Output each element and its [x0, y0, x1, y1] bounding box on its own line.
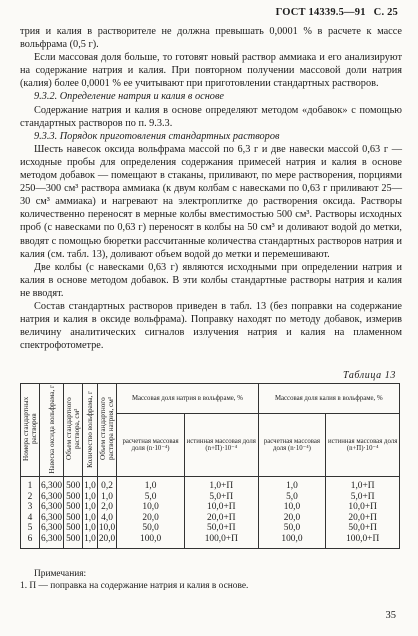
table-cell: 500: [64, 523, 83, 534]
table-cell: 10,0: [98, 523, 116, 534]
table-cell: 500: [64, 534, 83, 548]
table-cell: 20,0: [117, 513, 185, 524]
table-cell: 5,0: [258, 492, 326, 503]
table-cell: 6,300: [40, 477, 64, 492]
section-heading: 9.3.3. Порядок приготовления стандартных растворов: [34, 130, 280, 142]
table-cell: 500: [64, 502, 83, 513]
page-header: [268, 7, 398, 18]
table-cell: 1,0: [84, 491, 96, 502]
body-text: [20, 25, 402, 352]
paragraph: Шесть навесок оксида вольфрама массой по 6,3 г и две навески массой 0,63 г — исходные пробы для определения содержания примесей натрия и калия в основе методом добавок — помещают в стаканы, приливают, по мере растворения, порциями 250—300 см³ раствора аммиака (к двум колбам с навесками по 0,63 г приливают 25—30 см³ аммиака) и нагревают на электроплитке до растворения оксида. Растворы количественно переносят в мерные колбы вместимостью 500 см³. Растворы исходных проб (с навесками по 0,63 г) переносят в колбы на 50 см³ и доливают водой до метки, вводят с помощью бюретки рассчитанные количества стандартных растворов натрия и калия (см. табл. 13), доливают объем водой до метки и перемешивают.: [20, 143, 402, 260]
standard-code: ГОСТ 14339.5—91: [275, 7, 366, 18]
table-cell: 50,0+П: [326, 523, 400, 534]
table-cell: 10,0+П: [184, 502, 258, 513]
table-cell: 20,0+П: [184, 513, 258, 524]
table-cell: 100,0: [258, 534, 326, 548]
page-ref: С. 25: [373, 7, 398, 18]
table-cell: 1,0: [97, 492, 116, 503]
table-cell: 1,0: [84, 512, 96, 523]
table-cell: 6,300: [41, 512, 63, 523]
subheader-k-calc: расчетная массовая доля (n·10⁻⁴): [258, 414, 326, 477]
table-cell: 1,0+П: [184, 477, 258, 492]
paragraph: Состав стандартных растворов приведен в табл. 13 (без поправки на содержание натрия и калия в оксиде вольфрама). Поправку находят по методу добавок, измерив величину аналитических сигналов излучения натрия и калия на пламенном спектрофотометре.: [20, 300, 402, 352]
table-cell: 10,0: [117, 502, 185, 513]
table-cell: 50,0: [258, 523, 326, 534]
col-header-number: Номера стандартных растворов: [21, 384, 40, 477]
table-caption: Таблица 13: [343, 370, 396, 381]
table-cell: 1,0: [117, 477, 185, 492]
table-cell: 5,0: [117, 492, 185, 503]
paragraph: Если массовая доля больше, то готовят новый раствор аммиака и его анализируют на содержание натрия и калия. При повторном получении массовой доли натрия (калия) более 0,0001 % ее учитывают при приготовлении стандартных растворов.: [20, 52, 402, 90]
table-cell: 20,0+П: [326, 513, 400, 524]
table-cell: 6: [21, 534, 40, 548]
notes: [20, 568, 400, 592]
table-cell: 6,300: [41, 491, 63, 502]
table-cell: 6,300: [41, 523, 63, 534]
table-cell: 500: [64, 492, 83, 503]
table-cell: 1: [21, 477, 40, 492]
col-group-sodium: Массовая доля натрия в вольфраме, %: [117, 384, 258, 414]
table-cell: 10,0: [258, 502, 326, 513]
table-cell: 1,0: [258, 477, 326, 492]
section-heading: 9.3.2. Определение натрия и калия в основе: [34, 91, 224, 103]
table-cell: 0,2: [97, 477, 116, 492]
page-number: 35: [385, 610, 396, 621]
table-row: [21, 492, 400, 503]
subheader-k-true: истинная массовая доля (n+П)·10⁻⁴: [326, 414, 400, 477]
table-cell: 6,300: [40, 534, 64, 548]
table-cell: 20,0: [97, 534, 116, 548]
col-header-tungsten: Количество вольфрама, г: [83, 384, 98, 477]
paragraph: Две колбы (с навесками 0,63 г) являются исходными при определении натрия и калия в основе методом добавок. В эти колбы стандартные растворы натрия и калия не вводят.: [20, 261, 402, 299]
table-cell: 5,0+П: [184, 492, 258, 503]
table-row: [21, 513, 400, 524]
table-cell: 50,0: [117, 523, 185, 534]
table-row: [21, 534, 400, 548]
table-cell: 500: [64, 513, 83, 524]
col-header-volume: Объем стандартного раствора, см³: [64, 384, 83, 477]
table-cell: 1,0: [84, 502, 96, 513]
subheader-na-true: истинная массовая доля (n+П)·10⁻⁴: [184, 414, 258, 477]
paragraph: Содержание натрия и калия в основе определяют методом «добавок» с помощью стандартных растворов по п. 9.3.3.: [20, 104, 402, 129]
table-cell: 3: [21, 502, 40, 513]
col-group-potassium: Массовая доля калия в вольфраме, %: [258, 384, 399, 414]
table-cell: 100,0+П: [326, 534, 400, 548]
col-header-na-volume: Объем стандартного раствора натрия, см³: [97, 384, 116, 477]
subheader-na-calc: расчетная массовая доля (n·10⁻⁴): [117, 414, 185, 477]
table-cell: 1,0+П: [326, 477, 400, 492]
table-cell: 10,0+П: [326, 502, 400, 513]
table-cell: 1,0: [83, 477, 98, 492]
table-row: [21, 502, 400, 513]
table-cell: 6,300: [41, 502, 63, 513]
table-cell: 50,0+П: [184, 523, 258, 534]
table-cell: 5: [21, 523, 40, 534]
table-cell: 2: [21, 492, 40, 503]
table-cell: 4: [21, 513, 40, 524]
table-cell: 20,0: [258, 513, 326, 524]
table-cell: 4,0: [97, 513, 116, 524]
table-row: [21, 477, 400, 492]
table-cell: 1,0: [83, 534, 98, 548]
table-cell: 100,0: [117, 534, 185, 548]
standard-solutions-table: [20, 383, 400, 549]
table-cell: 5,0+П: [326, 492, 400, 503]
table-cell: 1,0: [84, 523, 96, 534]
notes-title: Примечания:: [34, 569, 87, 579]
table-cell: 2,0: [97, 502, 116, 513]
note-1: 1. П — поправка на содержание натрия и калия в основе.: [20, 581, 249, 591]
table-cell: 500: [64, 477, 83, 492]
table-cell: 100,0+П: [184, 534, 258, 548]
paragraph: трия и калия в растворителе не должна превышать 0,0001 % в расчете к массе вольфрама (0,5 г).: [20, 26, 402, 51]
table-body: [21, 477, 400, 549]
col-header-weight: Навеска оксида вольфрама, г: [40, 384, 64, 477]
table-row: [21, 523, 400, 534]
